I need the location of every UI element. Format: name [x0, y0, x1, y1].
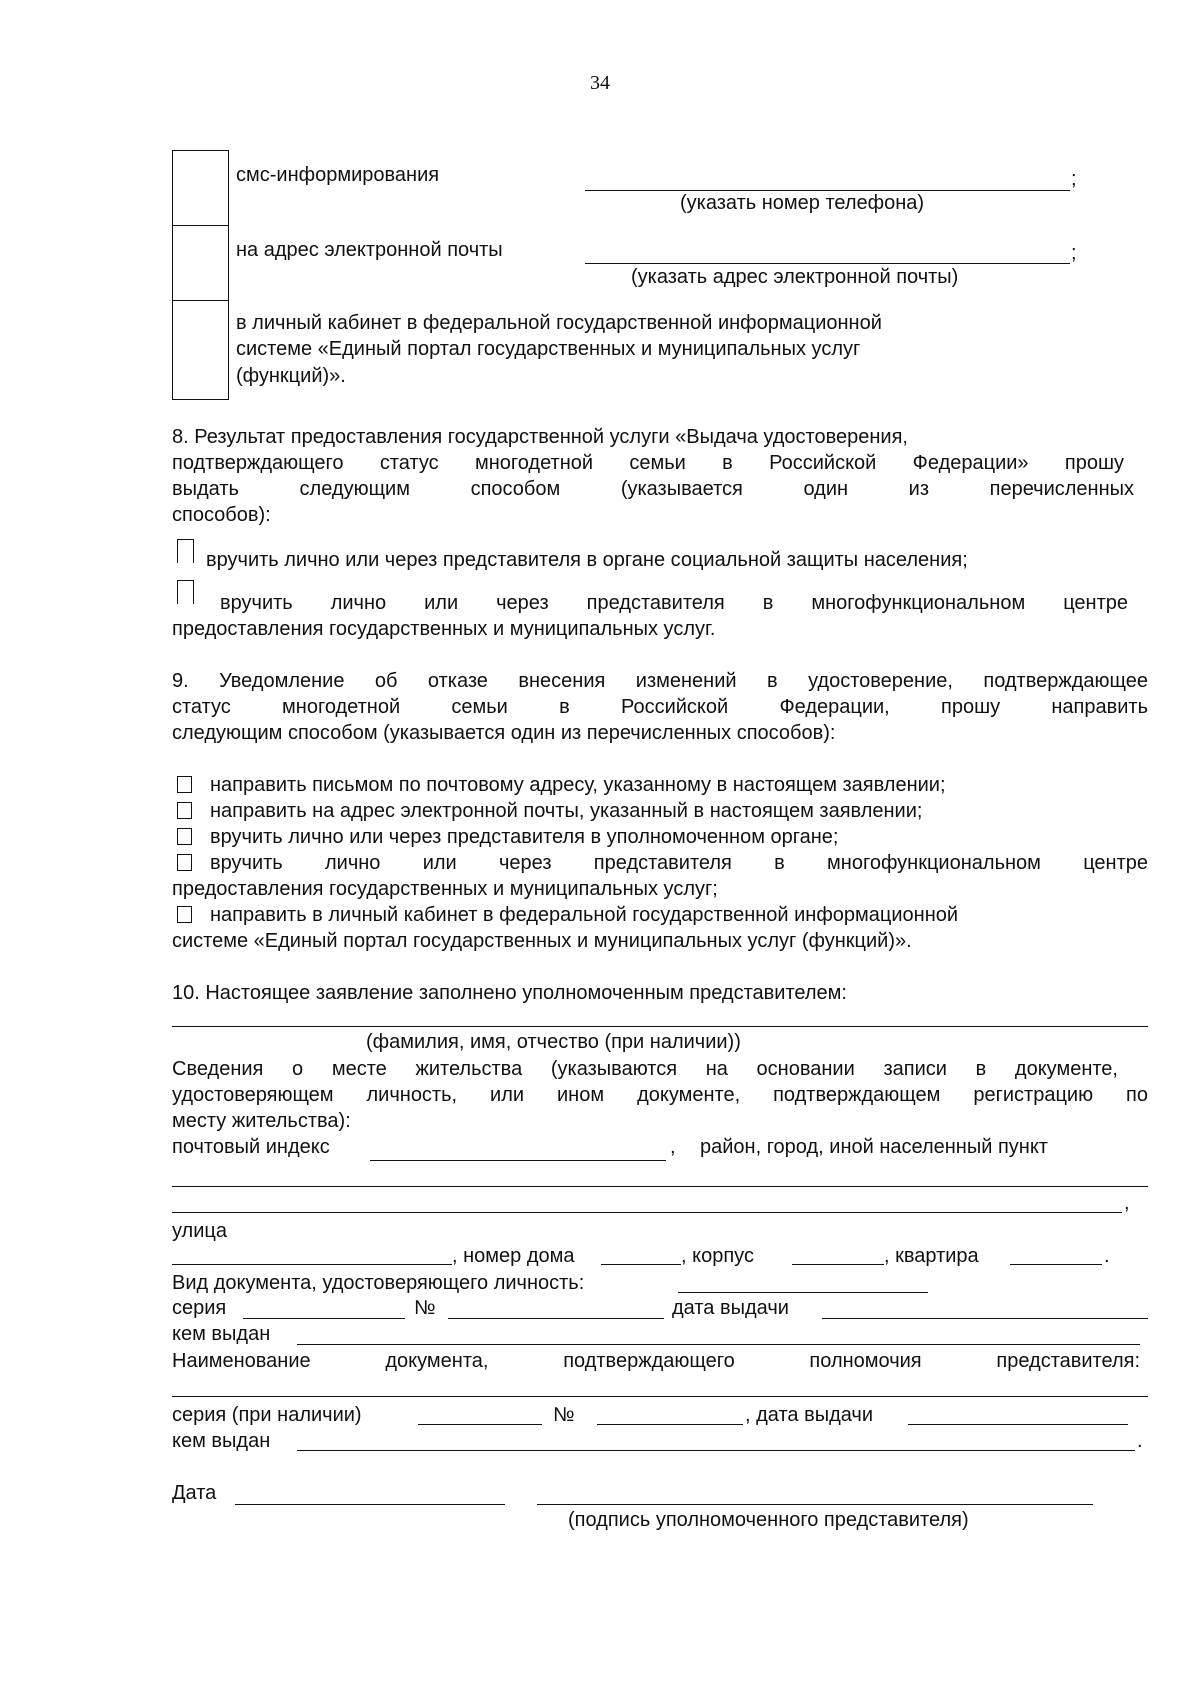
section9-text: следующим способом (указывается один из перечисленных способов):	[172, 722, 836, 744]
representative-name-field[interactable]	[172, 1026, 1148, 1027]
authority-doc-field[interactable]	[172, 1396, 1148, 1397]
checkbox-s8-opt2[interactable]	[177, 580, 194, 604]
s9-option-continuation: предоставления государственных и муниципальных услуг;	[172, 878, 718, 900]
building-field[interactable]	[792, 1264, 884, 1265]
series-label: серия	[172, 1297, 227, 1319]
district-label: район, город, иной населенный пункт	[700, 1136, 1048, 1158]
option-email-label: на адрес электронной почты	[236, 239, 503, 261]
series-opt-label: серия (при наличии)	[172, 1404, 362, 1426]
s8-option-text: вручить лично или через представителя в органе социальной защиты населения;	[206, 549, 968, 571]
period: .	[1137, 1430, 1143, 1452]
checkbox-s9-opt2[interactable]	[177, 802, 192, 819]
issued-by-label: кем выдан	[172, 1430, 271, 1452]
issue-date-field-2[interactable]	[908, 1424, 1128, 1425]
issued-by-label: кем выдан	[172, 1323, 271, 1345]
semicolon: ;	[1071, 168, 1077, 190]
comma: ,	[670, 1136, 676, 1158]
id-doc-field[interactable]	[678, 1292, 928, 1293]
checkbox-email[interactable]	[172, 225, 229, 301]
number-label: №	[553, 1404, 575, 1426]
checkbox-personal-cabinet[interactable]	[172, 300, 229, 400]
street-label: улица	[172, 1220, 227, 1242]
authority-doc-label: Наименование документа, подтверждающего полномочия представителя:	[172, 1350, 1140, 1372]
section10-heading: 10. Настоящее заявление заполнено уполномоченным представителем:	[172, 982, 847, 1004]
signature-caption: (подпись уполномоченного представителя)	[568, 1509, 969, 1531]
number-field[interactable]	[448, 1318, 664, 1319]
s9-option-text: вручить лично или через представителя в уполномоченном органе;	[210, 826, 839, 848]
issued-by-field[interactable]	[297, 1344, 1140, 1345]
postal-index-label: почтовый индекс	[172, 1136, 330, 1158]
name-caption: (фамилия, имя, отчество (при наличии))	[366, 1031, 741, 1053]
section8-text: способов):	[172, 504, 271, 526]
option-cabinet-line: в личный кабинет в федеральной государственной информационной	[236, 312, 882, 334]
s8-option-continuation: предоставления государственных и муниципальных услуг.	[172, 618, 716, 640]
email-field[interactable]	[585, 263, 1070, 264]
phone-caption: (указать номер телефона)	[680, 192, 925, 214]
residence-text: месту жительства):	[172, 1110, 351, 1132]
section8-text: выдать следующим способом (указывается один из перечисленных	[172, 478, 1134, 500]
residence-text: Сведения о месте жительства (указываются на основании записи в документе,	[172, 1058, 1118, 1080]
checkbox-sms[interactable]	[172, 150, 229, 226]
option-cabinet-line: системе «Единый портал государственных и муниципальных услуг	[236, 338, 861, 360]
s9-option-text: вручить лично или через представителя в многофункциональном центре	[210, 852, 1148, 874]
series-field[interactable]	[243, 1318, 405, 1319]
house-number-field[interactable]	[601, 1264, 681, 1265]
number-field-2[interactable]	[597, 1424, 743, 1425]
option-sms-label: смс-информирования	[236, 164, 440, 186]
section8-text: подтверждающего статус многодетной семьи в Российской Федерации» прошу	[172, 452, 1124, 474]
number-label: №	[414, 1297, 436, 1319]
issue-date-field[interactable]	[822, 1318, 1148, 1319]
semicolon: ;	[1071, 242, 1077, 264]
section8-text: 8. Результат предоставления государственной услуги «Выдача удостоверения,	[172, 426, 908, 448]
checkbox-s9-opt3[interactable]	[177, 828, 192, 845]
period: .	[1104, 1245, 1110, 1267]
s9-option-continuation: системе «Единый портал государственных и муниципальных услуг (функций)».	[172, 930, 912, 952]
locality-field[interactable]	[172, 1186, 1148, 1187]
checkbox-s9-opt4[interactable]	[177, 854, 192, 871]
date-field[interactable]	[235, 1504, 505, 1505]
issued-by-field-2[interactable]	[297, 1450, 1135, 1451]
house-label: , номер дома	[452, 1245, 575, 1267]
page-number: 34	[590, 72, 610, 94]
apartment-label: , квартира	[884, 1245, 979, 1267]
issue-date-label: , дата выдачи	[745, 1404, 874, 1426]
residence-text: удостоверяющем личность, или ином документе, подтверждающем регистрацию по	[172, 1084, 1148, 1106]
comma: ,	[1124, 1192, 1130, 1214]
locality-field-2[interactable]	[172, 1212, 1122, 1213]
checkbox-s8-opt1[interactable]	[177, 539, 194, 563]
apartment-field[interactable]	[1010, 1264, 1102, 1265]
postal-index-field[interactable]	[370, 1160, 666, 1161]
id-doc-label: Вид документа, удостоверяющего личность:	[172, 1272, 585, 1294]
section9-text: статус многодетной семьи в Российской Федерации, прошу направить	[172, 696, 1148, 718]
issue-date-label: дата выдачи	[672, 1297, 789, 1319]
building-label: , корпус	[681, 1245, 754, 1267]
signature-field[interactable]	[537, 1504, 1093, 1505]
s8-option-text: вручить лично или через представителя в многофункциональном центре	[220, 592, 1128, 614]
s9-option-text: направить письмом по почтовому адресу, указанному в настоящем заявлении;	[210, 774, 946, 796]
street-field[interactable]	[172, 1264, 452, 1265]
s9-option-text: направить на адрес электронной почты, указанный в настоящем заявлении;	[210, 800, 923, 822]
series-opt-field[interactable]	[418, 1424, 542, 1425]
date-label: Дата	[172, 1482, 217, 1504]
option-cabinet-line: (функций)».	[236, 365, 346, 387]
section9-text: 9. Уведомление об отказе внесения изменений в удостоверение, подтверждающее	[172, 670, 1148, 692]
email-caption: (указать адрес электронной почты)	[631, 266, 959, 288]
s9-option-text: направить в личный кабинет в федеральной государственной информационной	[210, 904, 959, 926]
checkbox-s9-opt1[interactable]	[177, 776, 192, 793]
checkbox-s9-opt5[interactable]	[177, 906, 192, 923]
